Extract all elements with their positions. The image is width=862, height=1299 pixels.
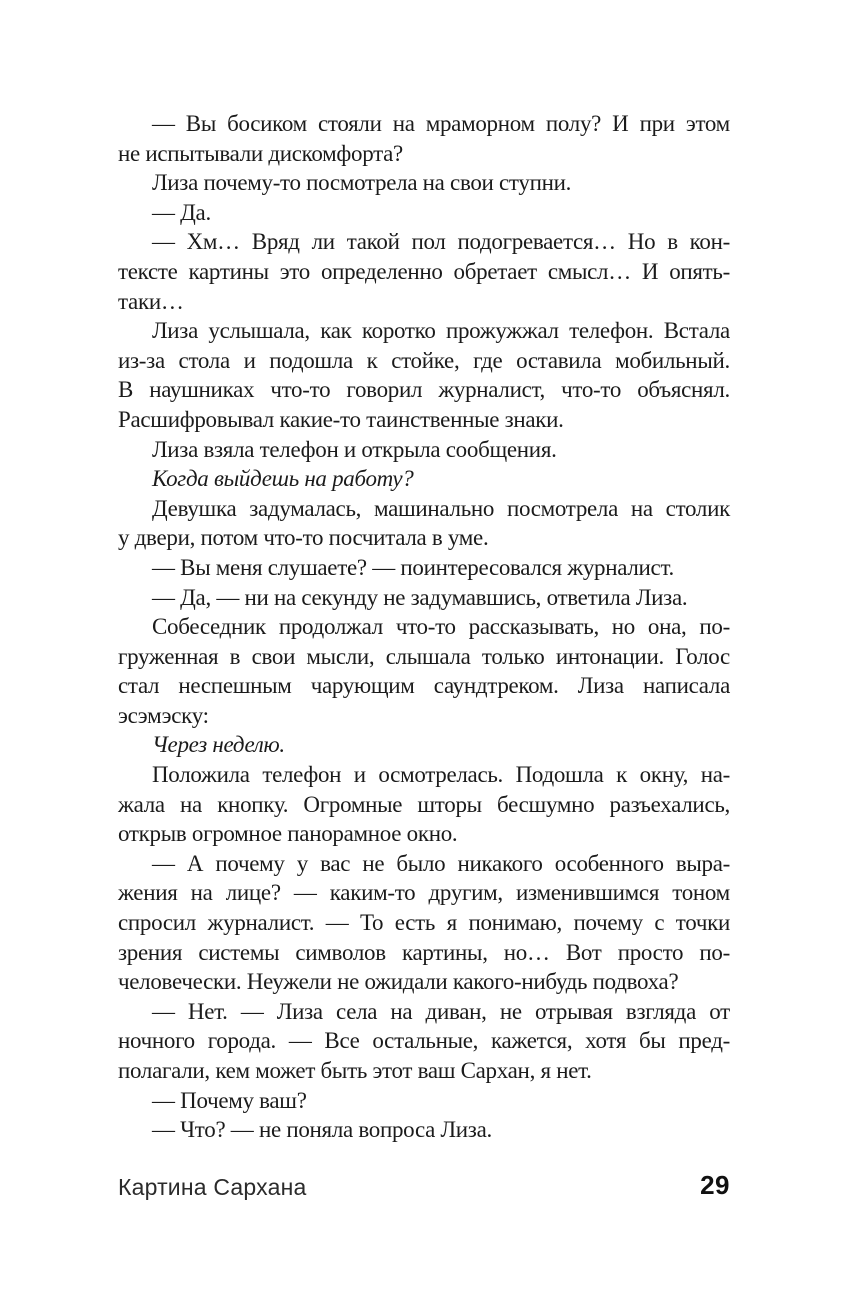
word: коротко <box>361 318 436 344</box>
word: на <box>630 495 653 521</box>
word: смысл… <box>547 258 631 284</box>
text-line <box>118 375 730 405</box>
word: тоном <box>672 880 730 906</box>
word: она, <box>647 614 687 640</box>
word: почему <box>573 910 643 936</box>
word: просто <box>617 939 684 965</box>
word: определенно <box>320 258 443 284</box>
word: особенного <box>554 850 664 876</box>
word: хотя <box>585 1028 627 1054</box>
word: мобильный. <box>615 347 730 373</box>
word: стола <box>178 347 230 373</box>
word: Девушка <box>152 495 237 521</box>
text-line <box>118 997 730 1027</box>
word: такой <box>346 229 400 255</box>
paragraph <box>118 583 730 613</box>
word: точки <box>675 910 730 936</box>
word: я <box>446 910 457 936</box>
word: не <box>499 998 522 1024</box>
text-line <box>118 790 730 820</box>
word: окну, <box>639 762 689 788</box>
word: — <box>152 229 175 255</box>
word: задумалась, <box>249 495 362 521</box>
word: столик <box>665 495 730 521</box>
text-line <box>118 227 730 257</box>
text-line <box>118 671 730 701</box>
word: при <box>639 111 675 136</box>
word: где <box>473 347 503 373</box>
text-line: — Почему ваш? <box>152 1087 307 1113</box>
word: на <box>390 998 413 1024</box>
word: разъехались, <box>609 791 730 817</box>
word: написала <box>642 673 730 699</box>
word: журналист. <box>207 910 315 936</box>
paragraph <box>118 1086 730 1116</box>
paragraph <box>118 553 730 583</box>
word: зрения <box>118 939 183 965</box>
word: говорил <box>346 377 423 403</box>
word: взгляда <box>625 998 696 1024</box>
word: только <box>481 643 545 669</box>
word: мысли, <box>306 643 375 669</box>
word: Вот <box>565 939 602 965</box>
word: То <box>359 910 384 936</box>
text-line: полагали, кем может быть этот ваш Сархан, я нет. <box>118 1058 592 1083</box>
text-line: — Да. <box>152 199 211 225</box>
word: полу? <box>545 111 602 136</box>
word: каким-то <box>329 880 416 906</box>
word: но… <box>503 939 550 965</box>
word: осмотрелась. <box>378 762 503 788</box>
paragraph <box>118 1115 730 1145</box>
word: Подошла <box>515 762 604 788</box>
word: услышала, <box>208 318 310 344</box>
word: отрывая <box>534 998 613 1024</box>
word: бесшумно <box>497 791 595 817</box>
paragraph <box>118 316 730 434</box>
word: остальные, <box>372 1028 479 1054</box>
word: Положила <box>152 762 250 788</box>
word: прожужжал <box>445 318 559 344</box>
word: кнопку. <box>217 791 289 817</box>
text-line <box>118 346 730 376</box>
word: города. <box>207 1028 276 1054</box>
word: кажется, <box>490 1028 573 1054</box>
text-line: у двери, потом что-то посчитала в уме. <box>118 525 489 551</box>
word: — <box>152 111 175 136</box>
word: подошла <box>269 347 353 373</box>
word: Огромные <box>303 791 403 817</box>
word: слышала <box>385 643 471 669</box>
word: картины, <box>401 939 488 965</box>
paragraph <box>118 109 730 168</box>
word: кон- <box>689 229 730 255</box>
text-line <box>118 760 730 790</box>
word: стал <box>118 673 160 699</box>
word: другим, <box>428 880 503 906</box>
text-line: Лиза почему-то посмотрела на свои ступни. <box>152 170 572 196</box>
word: никакого <box>457 850 543 876</box>
word: — <box>325 910 349 936</box>
paragraph <box>118 227 730 316</box>
text-line: Когда выйдешь на работу? <box>152 466 414 492</box>
word: наушниках <box>149 377 255 403</box>
word: Собеседник <box>152 614 266 640</box>
word: есть <box>394 910 436 936</box>
word: Хм… <box>186 229 240 255</box>
word: — <box>152 850 175 876</box>
word: телефон. <box>569 318 654 344</box>
word: интонации. <box>555 643 664 669</box>
text-line: — Да, — ни на секунду не задумавшись, ответила Лиза. <box>152 584 688 610</box>
word: Но <box>627 229 656 255</box>
text-line <box>118 257 730 287</box>
running-title: Картина Сархана <box>118 1174 307 1200</box>
word: символов <box>295 939 386 965</box>
text-line: Через неделю. <box>152 732 285 758</box>
text-line: не испытывали дискомфорта? <box>118 140 403 166</box>
word: Голос <box>675 643 730 669</box>
word: почему <box>215 850 285 876</box>
text-line <box>118 494 730 524</box>
word: бы <box>638 1028 666 1054</box>
word: в <box>667 229 678 255</box>
word: села <box>336 998 378 1024</box>
word: как <box>320 318 352 344</box>
word: саундтреком. <box>433 673 559 699</box>
text-line: эсэмэску: <box>118 702 209 728</box>
text-line: — Что? — не поняла вопроса Лиза. <box>152 1117 492 1143</box>
page-number: 29 <box>700 1170 730 1200</box>
word: диван, <box>425 998 487 1024</box>
text-line: — Вы меня слушаете? — поинтересовался журналист. <box>152 554 674 580</box>
paragraph <box>118 168 730 198</box>
text-line <box>118 1026 730 1056</box>
word: Встала <box>663 318 730 344</box>
word: Вы <box>185 111 216 136</box>
word: Лиза <box>577 673 624 699</box>
word: у <box>296 850 308 876</box>
word: подогревается… <box>457 229 616 255</box>
word: вас <box>320 850 351 876</box>
word: жала <box>118 791 165 817</box>
text-line <box>118 612 730 642</box>
word: оставила <box>516 347 602 373</box>
word: И <box>641 258 659 284</box>
text-line: таки… <box>118 288 184 314</box>
word: — <box>240 998 264 1024</box>
word: пред- <box>678 1028 730 1054</box>
word: картины <box>188 258 269 284</box>
text-line <box>118 642 730 672</box>
word: этом <box>685 111 730 136</box>
word: машинально <box>373 495 495 521</box>
page-footer <box>118 1170 730 1201</box>
paragraph <box>118 997 730 1086</box>
word: по- <box>699 939 730 965</box>
word: изменившимся <box>516 880 660 906</box>
word: Лиза <box>152 318 199 344</box>
word: В <box>118 377 134 403</box>
word: и <box>243 347 256 373</box>
word: пол <box>411 229 446 255</box>
word: на <box>392 111 415 136</box>
text-line: открыв огромное панорамное окно. <box>118 821 458 847</box>
word: И <box>612 111 629 136</box>
word: Лиза <box>276 998 323 1024</box>
word: посмотрела <box>506 495 619 521</box>
text-line <box>118 849 730 879</box>
word: к <box>616 762 628 788</box>
text-line: Лиза взяла телефон и открыла сообщения. <box>152 436 557 462</box>
word: системы <box>198 939 280 965</box>
word: опять- <box>669 258 730 284</box>
word: обретает <box>453 258 537 284</box>
word: объяснял. <box>637 377 730 403</box>
word: по- <box>699 614 730 640</box>
text-line <box>118 878 730 908</box>
word: к <box>366 347 378 373</box>
word: груженная <box>118 643 219 669</box>
word: свои <box>251 643 296 669</box>
word: лице? <box>225 880 281 906</box>
page-text-block <box>118 109 730 1145</box>
word: шторы <box>417 791 482 817</box>
word: не <box>362 850 385 876</box>
text-line: Расшифровывал какие-то таинственные знаки. <box>118 406 564 432</box>
word: из-за <box>118 347 165 373</box>
word: ли <box>311 229 335 255</box>
word: было <box>396 850 446 876</box>
word: это <box>279 258 310 284</box>
paragraph <box>118 198 730 228</box>
paragraph <box>118 612 730 730</box>
word: неспешным <box>178 673 292 699</box>
word: — <box>293 880 317 906</box>
word: стояли <box>318 111 382 136</box>
word: что-то <box>395 614 456 640</box>
text-line <box>118 908 730 938</box>
word: жения <box>118 880 178 906</box>
word: тексте <box>118 258 178 284</box>
word: на- <box>700 762 730 788</box>
word: от <box>709 998 730 1024</box>
word: Вряд <box>251 229 300 255</box>
word: рассказывать, <box>468 614 599 640</box>
word: чарующим <box>310 673 415 699</box>
paragraph-italic <box>118 464 730 494</box>
word: телефон <box>262 762 342 788</box>
text-line <box>118 316 730 346</box>
word: что-то <box>561 377 622 403</box>
word: понимаю, <box>468 910 563 936</box>
word: но <box>611 614 636 640</box>
word: Нет. <box>187 998 228 1024</box>
word: стойке, <box>391 347 460 373</box>
word: А <box>186 850 204 876</box>
paragraph <box>118 435 730 465</box>
word: босиком <box>227 111 307 136</box>
text-line <box>118 938 730 968</box>
paragraph <box>118 760 730 849</box>
word: — <box>152 998 175 1024</box>
paragraph-italic <box>118 730 730 760</box>
word: мраморном <box>425 111 535 136</box>
word: что-то <box>270 377 331 403</box>
word: и <box>353 762 366 788</box>
word: с <box>654 910 665 936</box>
paragraph <box>118 494 730 553</box>
word: журналист, <box>438 377 545 403</box>
text-line: человечески. Неужели не ожидали какого-нибудь подвоха? <box>118 969 679 995</box>
word: ночного <box>118 1028 195 1054</box>
word: выра- <box>675 850 730 876</box>
word: на <box>190 880 213 906</box>
word: продолжал <box>278 614 383 640</box>
word: спросил <box>118 910 196 936</box>
word: Все <box>324 1028 360 1054</box>
word: на <box>180 791 202 817</box>
paragraph <box>118 849 730 997</box>
word: — <box>288 1028 312 1054</box>
text-line <box>118 109 730 139</box>
word: в <box>229 643 241 669</box>
